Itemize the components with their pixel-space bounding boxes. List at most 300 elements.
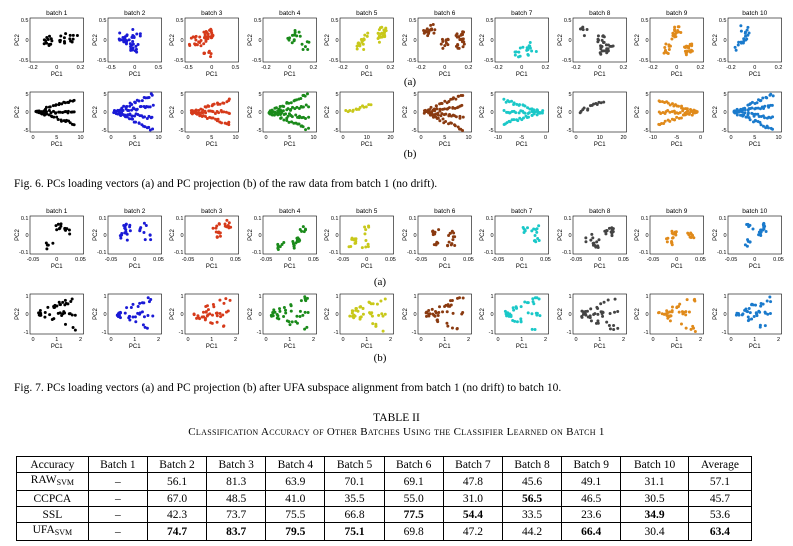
y-tick-label: 0 — [102, 312, 106, 318]
y-tick-label: -5 — [101, 128, 106, 134]
scatter-point — [371, 322, 374, 325]
scatter-point — [303, 95, 306, 98]
x-tick-label: 1 — [210, 337, 214, 343]
scatter-point — [68, 37, 71, 40]
scatter-point — [692, 327, 695, 330]
table-cell: 44.2 — [502, 523, 561, 541]
scatter-point — [298, 315, 301, 318]
x-axis-label: PC1 — [128, 142, 141, 148]
scatter-point — [43, 38, 46, 41]
scatter-point — [123, 37, 126, 40]
scatter-point — [445, 322, 448, 325]
scatter-point — [431, 231, 434, 234]
y-tick-label: 0 — [412, 110, 416, 116]
scatter-point — [195, 317, 198, 320]
scatter-point — [204, 111, 207, 114]
scatter-point — [271, 314, 274, 317]
scatter-point — [146, 314, 149, 317]
scatter-point — [433, 28, 436, 31]
x-tick-label: 0 — [675, 65, 679, 71]
scatter-point — [374, 325, 377, 328]
x-tick-label: 0.05 — [152, 257, 164, 263]
table-cell: 63.4 — [688, 523, 751, 541]
y-tick-label: 5 — [25, 92, 29, 98]
x-tick-label: 0 — [496, 337, 500, 343]
y-tick-label: 0.1 — [253, 216, 261, 222]
table-cell: 67.0 — [147, 491, 206, 507]
x-tick-label: 0 — [287, 257, 291, 263]
scatter-point — [362, 313, 365, 316]
scatter-point — [228, 97, 231, 100]
scatter-point — [127, 109, 130, 112]
scatter-point — [739, 30, 742, 33]
scatter-point — [38, 314, 41, 317]
fig6-caption: Fig. 6. PCs loading vectors (a) and PC projection (b) of the raw data from batch 1 (no drift). — [14, 178, 438, 190]
scatter-point — [119, 38, 122, 41]
y-tick-label: 0.5 — [330, 18, 339, 24]
scatter-point — [278, 307, 281, 310]
y-axis-label: PC2 — [635, 229, 641, 241]
scatter-point — [301, 125, 304, 128]
x-tick-label: 0.05 — [540, 257, 551, 263]
y-tick-label: 0 — [25, 312, 29, 318]
scatter-point — [137, 122, 140, 125]
scatter-point — [436, 314, 439, 317]
scatter-point — [127, 316, 130, 319]
scatter-point — [607, 324, 610, 327]
scatter-point — [505, 111, 508, 114]
scatter-point — [740, 111, 743, 114]
scatter-point — [435, 319, 438, 322]
x-tick-label: -0.05 — [336, 257, 350, 263]
y-tick-label: 0 — [102, 233, 106, 239]
x-tick-label: 0 — [31, 337, 35, 343]
y-tick-label: 0 — [567, 233, 571, 239]
x-tick-label: 2 — [621, 337, 625, 343]
y-tick-label: -0.1 — [639, 250, 649, 256]
scatter-point — [526, 106, 529, 109]
scatter-point — [664, 49, 667, 52]
table-cell: 41.0 — [266, 491, 325, 507]
scatter-point — [520, 320, 523, 323]
scatter-point — [291, 242, 294, 245]
scatter-point — [134, 48, 137, 51]
scatter-point — [298, 35, 301, 38]
accuracy-table — [16, 456, 752, 541]
scatter-point — [307, 127, 310, 130]
x-tick-label: 10 — [77, 135, 84, 141]
scatter-point — [141, 323, 144, 326]
x-axis-label: PC1 — [670, 264, 683, 270]
panel-title: batch 6 — [433, 10, 455, 17]
scatter-point — [368, 301, 371, 304]
plot-panel — [169, 206, 247, 272]
x-tick-label: 0 — [728, 337, 733, 343]
panel-frame — [263, 216, 317, 254]
scatter-point — [151, 315, 154, 318]
x-axis-label: PC1 — [128, 264, 141, 270]
table-cell: 69.8 — [384, 523, 443, 541]
panel-title: batch 7 — [511, 208, 533, 215]
x-tick-label: 0.2 — [774, 65, 782, 71]
scatter-point — [379, 300, 382, 303]
scatter-point — [277, 317, 280, 320]
x-axis-label: PC1 — [360, 72, 373, 78]
scatter-point — [688, 311, 691, 314]
scatter-point — [288, 323, 291, 326]
plot-panel — [634, 206, 712, 272]
x-tick-label: -0.05 — [491, 257, 505, 263]
x-tick-label: 0 — [573, 337, 578, 343]
scatter-point — [771, 115, 774, 118]
y-tick-label: 1 — [567, 294, 571, 300]
y-axis-label: PC2 — [170, 106, 176, 118]
x-tick-label: 0 — [728, 135, 733, 141]
scatter-point — [69, 99, 72, 102]
scatter-point — [290, 115, 293, 118]
scatter-point — [293, 29, 296, 32]
scatter-point — [219, 312, 222, 315]
scatter-point — [535, 50, 538, 53]
table-cell: 70.1 — [325, 473, 384, 491]
y-tick-label: 5 — [335, 92, 339, 98]
scatter-point — [383, 35, 386, 38]
scatter-point — [447, 106, 450, 109]
panel-title: batch 6 — [433, 208, 455, 215]
scatter-point — [290, 320, 293, 323]
y-tick-label: 0.5 — [408, 18, 416, 24]
scatter-point — [282, 118, 285, 121]
column-header: Batch 10 — [621, 457, 689, 473]
scatter-point — [348, 315, 351, 318]
x-tick-label: 0 — [365, 257, 369, 263]
scatter-point — [453, 235, 456, 238]
scatter-point — [384, 297, 387, 300]
scatter-point — [43, 316, 46, 319]
scatter-point — [538, 314, 541, 317]
scatter-point — [599, 101, 602, 104]
y-axis-label: PC2 — [402, 34, 409, 46]
scatter-point — [225, 219, 228, 222]
table-cell: 33.5 — [502, 507, 561, 523]
scatter-point — [537, 224, 540, 227]
scatter-point — [292, 34, 295, 37]
scatter-point — [585, 28, 588, 31]
scatter-point — [438, 119, 441, 122]
x-tick-label: 0 — [287, 65, 291, 71]
x-tick-label: 5 — [442, 135, 446, 141]
y-tick-label: -1 — [411, 330, 416, 336]
plot-panel — [634, 8, 712, 80]
x-tick-label: 0 — [263, 337, 268, 343]
y-tick-label: 0 — [722, 233, 726, 239]
scatter-point — [45, 36, 48, 39]
scatter-point — [438, 305, 441, 308]
scatter-point — [147, 96, 150, 99]
scatter-point — [763, 105, 766, 108]
x-tick-label: 0 — [108, 135, 113, 141]
table-cell: – — [88, 523, 147, 541]
scatter-point — [284, 112, 287, 115]
scatter-point — [63, 227, 66, 230]
scatter-point — [673, 26, 676, 29]
scatter-point — [48, 313, 51, 316]
x-axis-label: PC1 — [515, 142, 528, 148]
scatter-point — [203, 52, 206, 55]
panel-frame — [108, 294, 162, 334]
scatter-point — [758, 324, 761, 327]
scatter-point — [743, 108, 746, 111]
column-header: Batch 2 — [147, 457, 206, 473]
x-tick-label: 0 — [341, 337, 345, 343]
y-axis-label: PC2 — [635, 34, 641, 46]
scatter-point — [516, 320, 519, 323]
scatter-point — [663, 46, 666, 49]
scatter-point — [202, 31, 205, 34]
scatter-point — [216, 236, 219, 239]
panel-title: batch 5 — [356, 10, 378, 17]
scatter-point — [766, 126, 769, 129]
y-axis-label: PC2 — [170, 229, 176, 241]
plot-panel — [402, 290, 480, 352]
scatter-point — [451, 312, 454, 315]
y-tick-label: 0.1 — [408, 216, 416, 222]
scatter-point — [142, 222, 145, 225]
scatter-point — [115, 314, 118, 317]
x-tick-label: 1 — [597, 337, 601, 343]
scatter-point — [671, 243, 674, 246]
x-axis-label: PC1 — [593, 142, 606, 148]
scatter-point — [668, 310, 671, 313]
scatter-point — [735, 312, 738, 315]
scatter-point — [432, 32, 435, 35]
scatter-point — [297, 31, 300, 34]
scatter-point — [379, 36, 382, 39]
scatter-point — [71, 313, 74, 316]
y-tick-label: -1 — [101, 330, 106, 336]
y-tick-label: 1 — [722, 294, 726, 300]
x-tick-label: 0 — [573, 135, 578, 141]
scatter-point — [64, 32, 67, 35]
scatter-point — [73, 123, 76, 126]
x-tick-label: -0.2 — [415, 65, 426, 71]
x-tick-label: 2 — [466, 337, 470, 343]
y-tick-label: -0.5 — [484, 58, 494, 64]
scatter-point — [436, 242, 439, 245]
panel-title: batch 1 — [46, 10, 68, 17]
scatter-point — [446, 244, 449, 247]
y-axis-label: PC2 — [635, 308, 641, 320]
plot-panel — [712, 206, 790, 272]
scatter-point — [522, 226, 525, 229]
y-tick-label: 1 — [25, 294, 29, 300]
scatter-point — [748, 240, 751, 243]
y-tick-label: 0.5 — [175, 18, 184, 24]
scatter-point — [287, 39, 290, 42]
scatter-point — [461, 45, 464, 48]
scatter-point — [148, 105, 151, 108]
x-tick-label: 0 — [55, 65, 59, 71]
x-tick-label: 0.05 — [385, 257, 396, 263]
scatter-point — [746, 111, 749, 114]
plot-panel — [247, 88, 325, 150]
x-tick-label: 2 — [776, 337, 780, 343]
scatter-point — [198, 36, 201, 39]
scatter-point — [454, 115, 457, 118]
scatter-point — [755, 101, 758, 104]
y-tick-label: 0 — [335, 110, 339, 116]
scatter-point — [761, 223, 764, 226]
y-axis-label: PC2 — [247, 229, 254, 241]
x-tick-label: 0 — [442, 65, 446, 71]
y-tick-label: 0 — [490, 312, 494, 318]
x-tick-label: -0.5 — [105, 65, 116, 71]
scatter-point — [194, 43, 197, 46]
scatter-point — [65, 302, 68, 305]
scatter-point — [462, 40, 465, 43]
scatter-point — [599, 53, 602, 56]
y-tick-label: 0 — [567, 38, 571, 44]
panel-title: batch 4 — [278, 10, 300, 17]
scatter-point — [301, 225, 304, 228]
scatter-point — [541, 109, 544, 112]
scatter-point — [743, 111, 746, 114]
x-tick-label: 2 — [78, 337, 83, 343]
scatter-point — [444, 304, 447, 307]
scatter-point — [445, 310, 448, 313]
scatter-point — [352, 109, 355, 112]
scatter-point — [734, 111, 737, 114]
scatter-point — [668, 48, 671, 51]
plot-panel — [14, 8, 92, 80]
scatter-point — [287, 102, 290, 105]
scatter-point — [605, 229, 608, 232]
scatter-point — [446, 325, 449, 328]
scatter-point — [584, 310, 587, 313]
scatter-point — [762, 228, 765, 231]
scatter-point — [675, 116, 678, 119]
scatter-point — [765, 299, 768, 302]
table-cell: 30.4 — [621, 523, 689, 541]
scatter-point — [745, 29, 748, 32]
scatter-point — [676, 29, 679, 32]
y-tick-label: -0.1 — [716, 250, 726, 256]
scatter-point — [739, 41, 742, 44]
x-axis-label: PC1 — [515, 264, 528, 270]
scatter-point — [212, 303, 215, 306]
scatter-point — [531, 114, 534, 117]
x-tick-label: 0.5 — [231, 65, 240, 71]
plot-panel — [479, 206, 557, 272]
x-tick-label: 5 — [287, 135, 291, 141]
column-header: Batch 5 — [325, 457, 384, 473]
scatter-point — [359, 316, 362, 319]
scatter-point — [605, 321, 608, 324]
scatter-point — [759, 99, 762, 102]
x-tick-label: 20 — [619, 135, 627, 141]
y-axis-label: PC2 — [402, 106, 409, 118]
scatter-point — [134, 121, 137, 124]
scatter-point — [123, 312, 126, 315]
scatter-point — [739, 24, 742, 27]
y-tick-label: 0 — [257, 312, 261, 318]
panel-title: batch 8 — [588, 10, 610, 17]
scatter-point — [303, 311, 306, 314]
plot-panel — [92, 290, 170, 352]
x-tick-label: 0.2 — [309, 65, 317, 71]
table-cell: 54.4 — [443, 507, 502, 523]
scatter-point — [146, 296, 149, 299]
scatter-point — [667, 119, 670, 122]
scatter-point — [450, 230, 453, 233]
table-cell: 57.1 — [688, 473, 751, 491]
scatter-point — [287, 320, 290, 323]
scatter-point — [682, 113, 685, 116]
x-tick-label: -0.2 — [493, 65, 503, 71]
scatter-point — [58, 227, 61, 230]
scatter-point — [380, 26, 383, 29]
plot-panel — [402, 88, 480, 150]
scatter-point — [210, 31, 213, 34]
scatter-point — [64, 323, 67, 326]
scatter-point — [763, 116, 766, 119]
scatter-point — [216, 321, 219, 324]
scatter-point — [286, 107, 289, 110]
scatter-point — [606, 298, 609, 301]
scatter-point — [604, 232, 607, 235]
scatter-point — [376, 303, 379, 306]
y-tick-label: 0 — [25, 110, 29, 116]
scatter-point — [684, 310, 687, 313]
y-axis-label: PC2 — [712, 229, 719, 241]
y-tick-label: 0 — [25, 233, 29, 239]
x-tick-label: 1 — [752, 337, 756, 343]
x-tick-label: 2 — [311, 337, 315, 343]
y-tick-label: -0.5 — [251, 58, 261, 64]
column-header: Accuracy — [17, 457, 89, 473]
scatter-point — [224, 222, 227, 225]
x-axis-label: PC1 — [748, 142, 761, 148]
scatter-point — [143, 115, 146, 118]
plot-panel — [14, 88, 92, 150]
scatter-point — [204, 38, 207, 41]
scatter-point — [674, 231, 677, 234]
scatter-point — [531, 328, 534, 331]
scatter-point — [752, 315, 755, 318]
plot-panel — [557, 206, 635, 272]
scatter-point — [683, 45, 686, 48]
scatter-point — [526, 301, 529, 304]
plot-panel — [92, 8, 170, 80]
scatter-point — [426, 34, 429, 37]
scatter-point — [73, 110, 76, 113]
x-tick-label: -0.2 — [648, 65, 658, 71]
scatter-point — [282, 315, 285, 318]
y-tick-label: -5 — [256, 128, 261, 134]
x-tick-label: 0.05 — [695, 257, 706, 263]
scatter-point — [456, 43, 459, 46]
scatter-point — [429, 28, 432, 31]
scatter-point — [72, 326, 75, 329]
scatter-point — [460, 104, 463, 107]
scatter-point — [280, 243, 283, 246]
scatter-point — [747, 318, 750, 321]
scatter-point — [671, 118, 674, 121]
scatter-point — [602, 301, 605, 304]
x-tick-label: 1 — [132, 337, 136, 343]
scatter-point — [149, 238, 152, 241]
scatter-point — [363, 232, 366, 235]
